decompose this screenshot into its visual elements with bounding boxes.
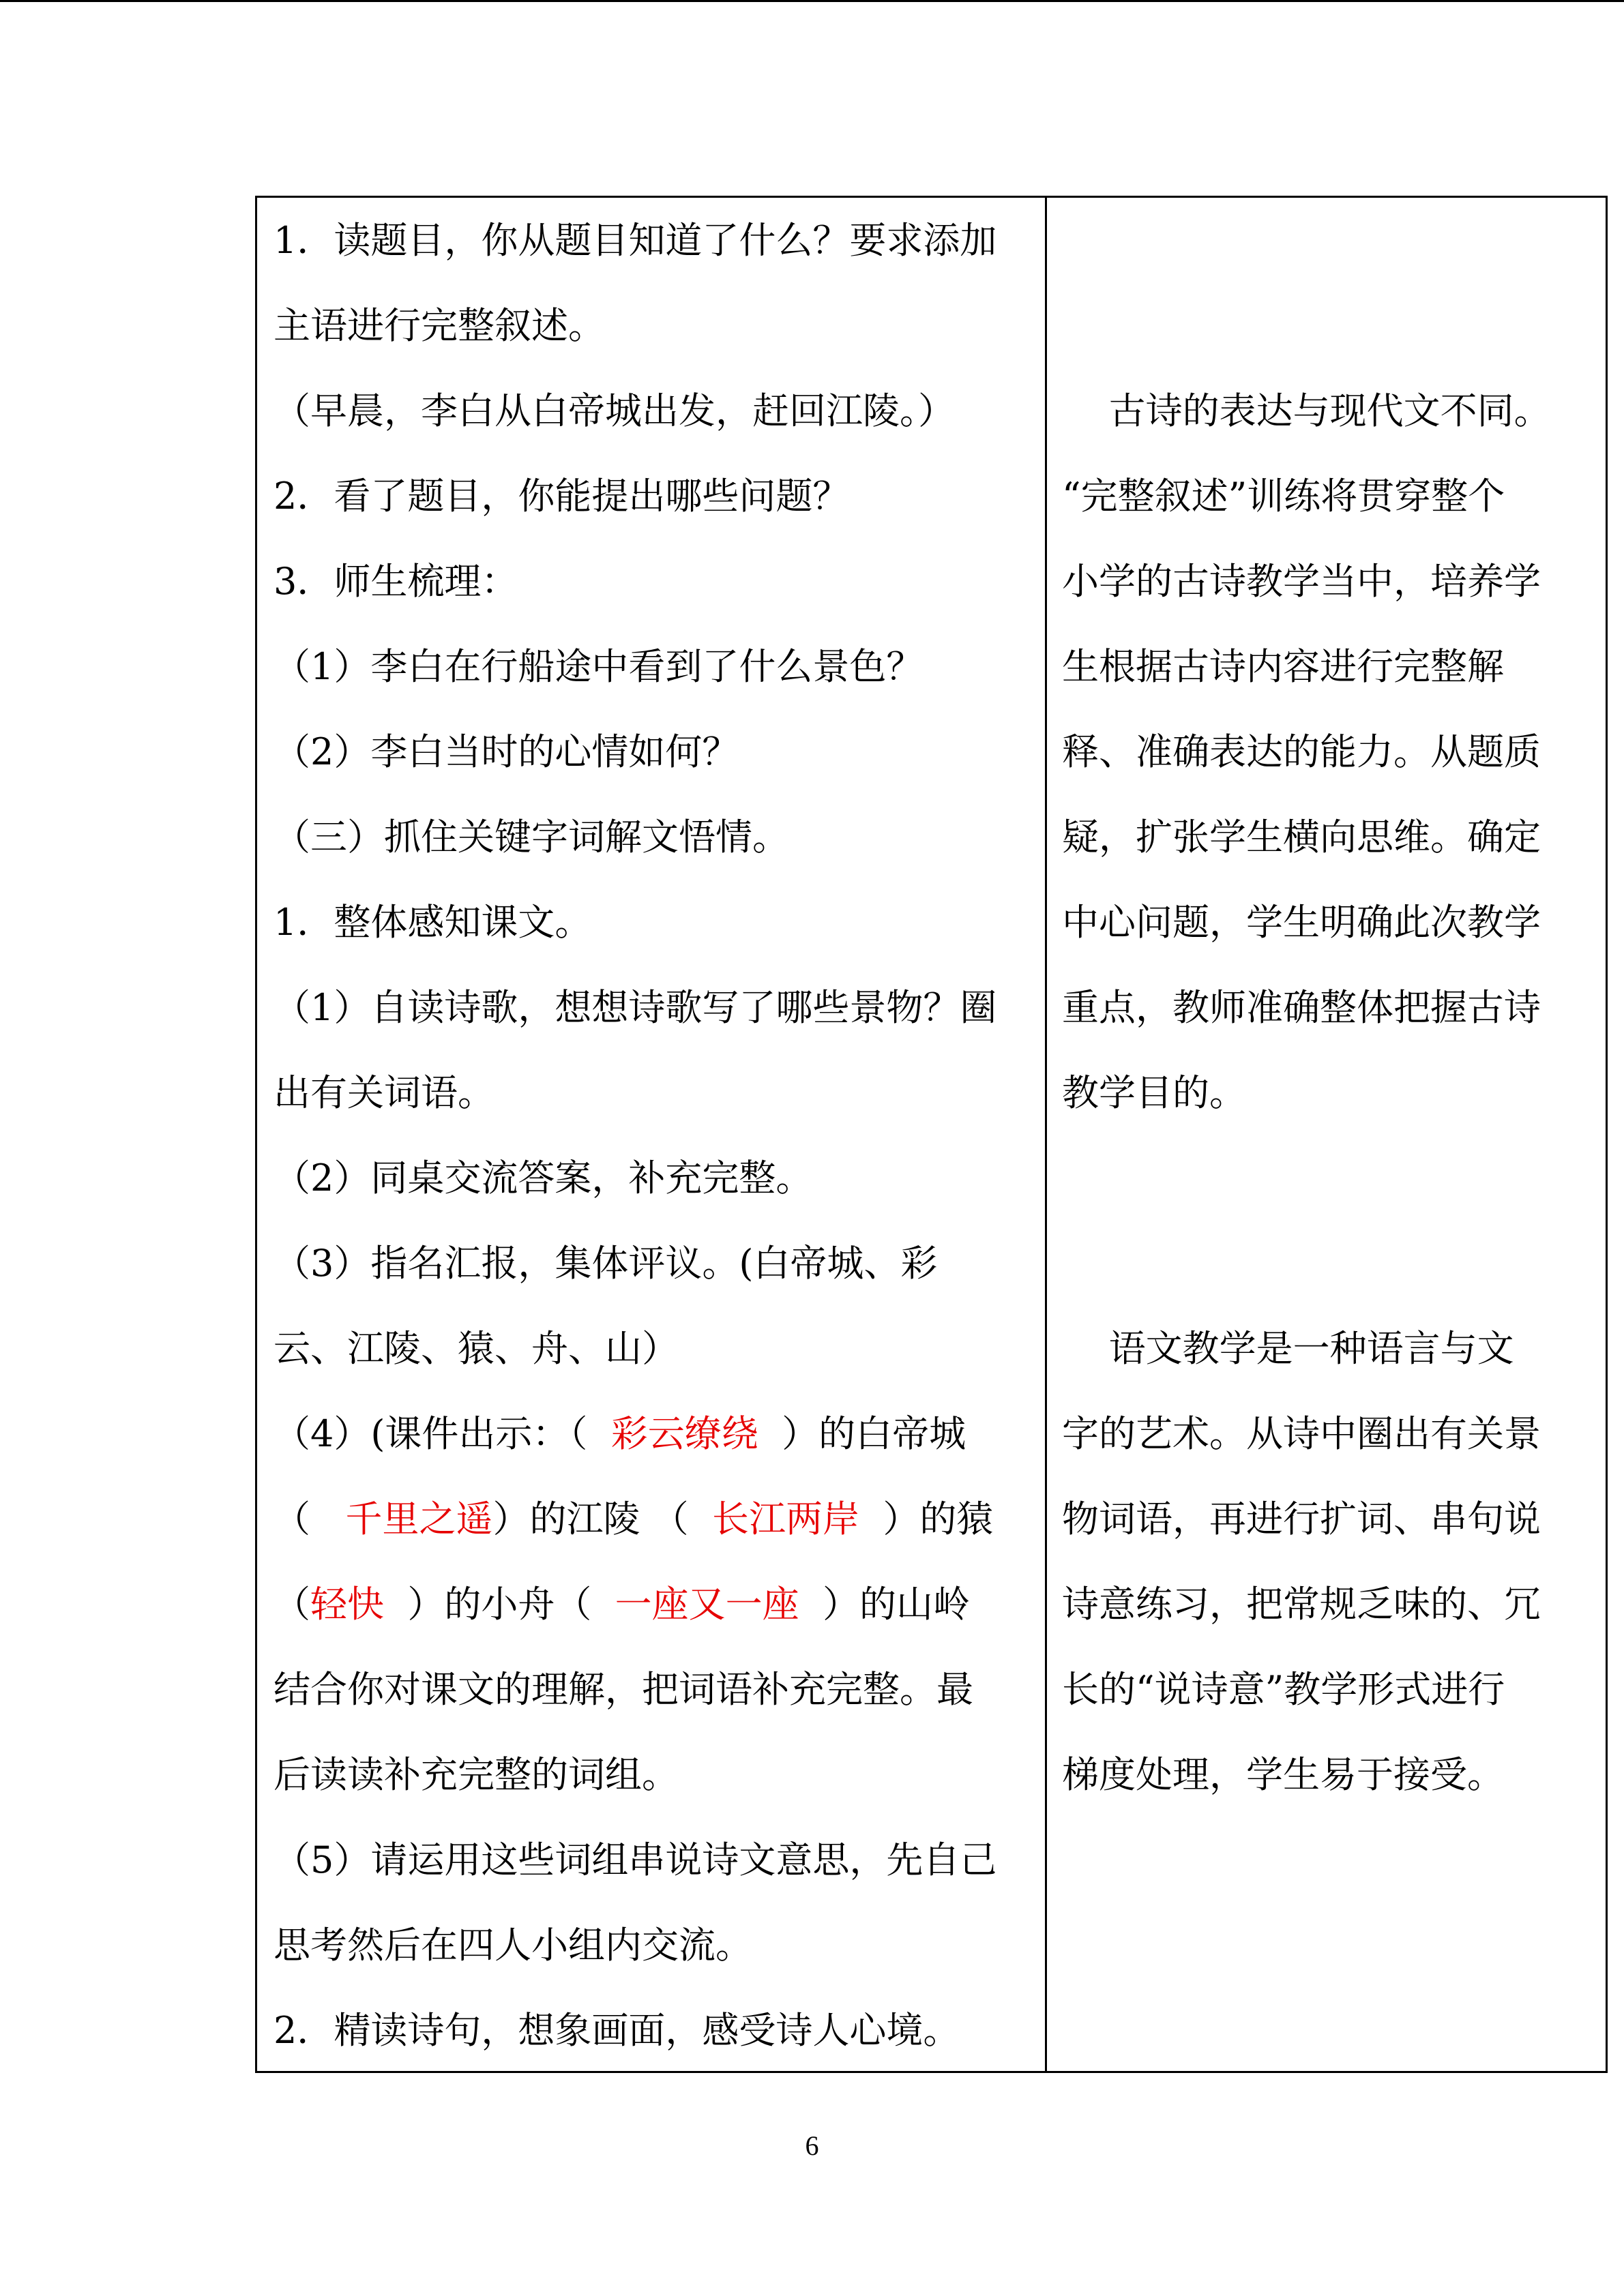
left-line: （2）同桌交流答案，补充完整。 bbox=[274, 1157, 813, 1199]
right-line: 中心问题，学生明确此次教学 bbox=[1062, 901, 1541, 944]
left-line: 结合你对课文的理解，把词语补充完整。最 bbox=[274, 1668, 973, 1711]
left-line: 2．精读诗句，想象画面，感受诗人心境。 bbox=[274, 2009, 960, 2052]
answer-text: 一座又一座 bbox=[615, 1583, 799, 1626]
left-line: （5）请运用这些词组串说诗文意思，先自己 bbox=[274, 1838, 997, 1881]
top-border-line bbox=[0, 0, 1624, 2]
fill-in-line bbox=[274, 1582, 970, 1627]
left-line: 主语进行完整叙述。 bbox=[274, 304, 605, 347]
right-line: 物词语，再进行扩词、串句说 bbox=[1062, 1497, 1541, 1540]
fill-in-line bbox=[274, 1497, 993, 1542]
answer-text: 轻快 bbox=[310, 1583, 384, 1626]
right-line: 小学的古诗教学当中，培养学 bbox=[1062, 560, 1541, 603]
fill-in-text: ）的山岭 bbox=[799, 1583, 971, 1626]
answer-text: 彩云缭绕 bbox=[610, 1412, 758, 1455]
right-line: 教学目的。 bbox=[1062, 1071, 1246, 1114]
right-line: 释、准确表达的能力。从题质 bbox=[1062, 730, 1541, 773]
left-line: （1）自读诗歌，想想诗歌写了哪些景物？圈 bbox=[274, 986, 997, 1029]
answer-text: 千里之遥 bbox=[345, 1497, 493, 1540]
left-line: 1．整体感知课文。 bbox=[274, 901, 592, 944]
right-line: 字的艺术。从诗中圈出有关景 bbox=[1062, 1412, 1541, 1455]
right-line: 长的“说诗意”教学形式进行 bbox=[1062, 1668, 1505, 1711]
right-line: 诗意练习，把常规乏味的、冗 bbox=[1062, 1583, 1541, 1626]
left-line: 云、江陵、猿、舟、山） bbox=[274, 1327, 679, 1370]
fill-in-text: ）的猿 bbox=[859, 1497, 994, 1540]
right-line: 疑，扩张学生横向思维。确定 bbox=[1062, 816, 1541, 859]
page-number: 6 bbox=[805, 2130, 819, 2161]
lesson-table bbox=[255, 196, 1608, 2073]
left-line: 2．看了题目，你能提出哪些问题？ bbox=[274, 475, 850, 518]
column-divider bbox=[1045, 198, 1047, 2071]
right-line: 语文教学是一种语言与文 bbox=[1062, 1327, 1514, 1370]
fill-in-text: ）的白帝城 bbox=[758, 1412, 966, 1455]
left-line: 1．读题目，你从题目知道了什么？要求添加 bbox=[274, 219, 997, 262]
left-line: （早晨，李白从白帝城出发，赶回江陵。） bbox=[274, 389, 955, 432]
answer-text: 长江两岸 bbox=[712, 1497, 859, 1540]
fill-in-line bbox=[274, 1412, 966, 1457]
left-line: （1）李白在行船途中看到了什么景色？ bbox=[274, 645, 924, 688]
right-line: 古诗的表达与现代文不同。 bbox=[1062, 389, 1551, 432]
fill-in-text: （ bbox=[274, 1583, 310, 1626]
fill-in-text: （4）(课件出示：（ bbox=[274, 1412, 611, 1455]
left-line: 后读读补充完整的词组。 bbox=[274, 1753, 679, 1796]
right-line: 重点，教师准确整体把握古诗 bbox=[1062, 986, 1541, 1029]
right-line: 生根据古诗内容进行完整解 bbox=[1062, 645, 1504, 688]
fill-in-text: ）的江陵 （ bbox=[492, 1497, 712, 1540]
left-line: 思考然后在四人小组内交流。 bbox=[274, 1924, 752, 1967]
left-line: 3．师生梳理： bbox=[274, 560, 518, 603]
fill-in-text: （ bbox=[274, 1497, 346, 1540]
left-line: （2）李白当时的心情如何？ bbox=[274, 730, 739, 773]
fill-in-text: ）的小舟（ bbox=[384, 1583, 615, 1626]
section-heading: （三）抓住关键字词解文悟情。 bbox=[274, 816, 789, 859]
left-line: 出有关词语。 bbox=[274, 1071, 494, 1114]
left-line: （3）指名汇报，集体评议。(白帝城、彩 bbox=[274, 1242, 938, 1285]
right-line: 梯度处理，学生易于接受。 bbox=[1062, 1753, 1504, 1796]
right-line: “完整叙述”训练将贯穿整个 bbox=[1062, 475, 1505, 518]
